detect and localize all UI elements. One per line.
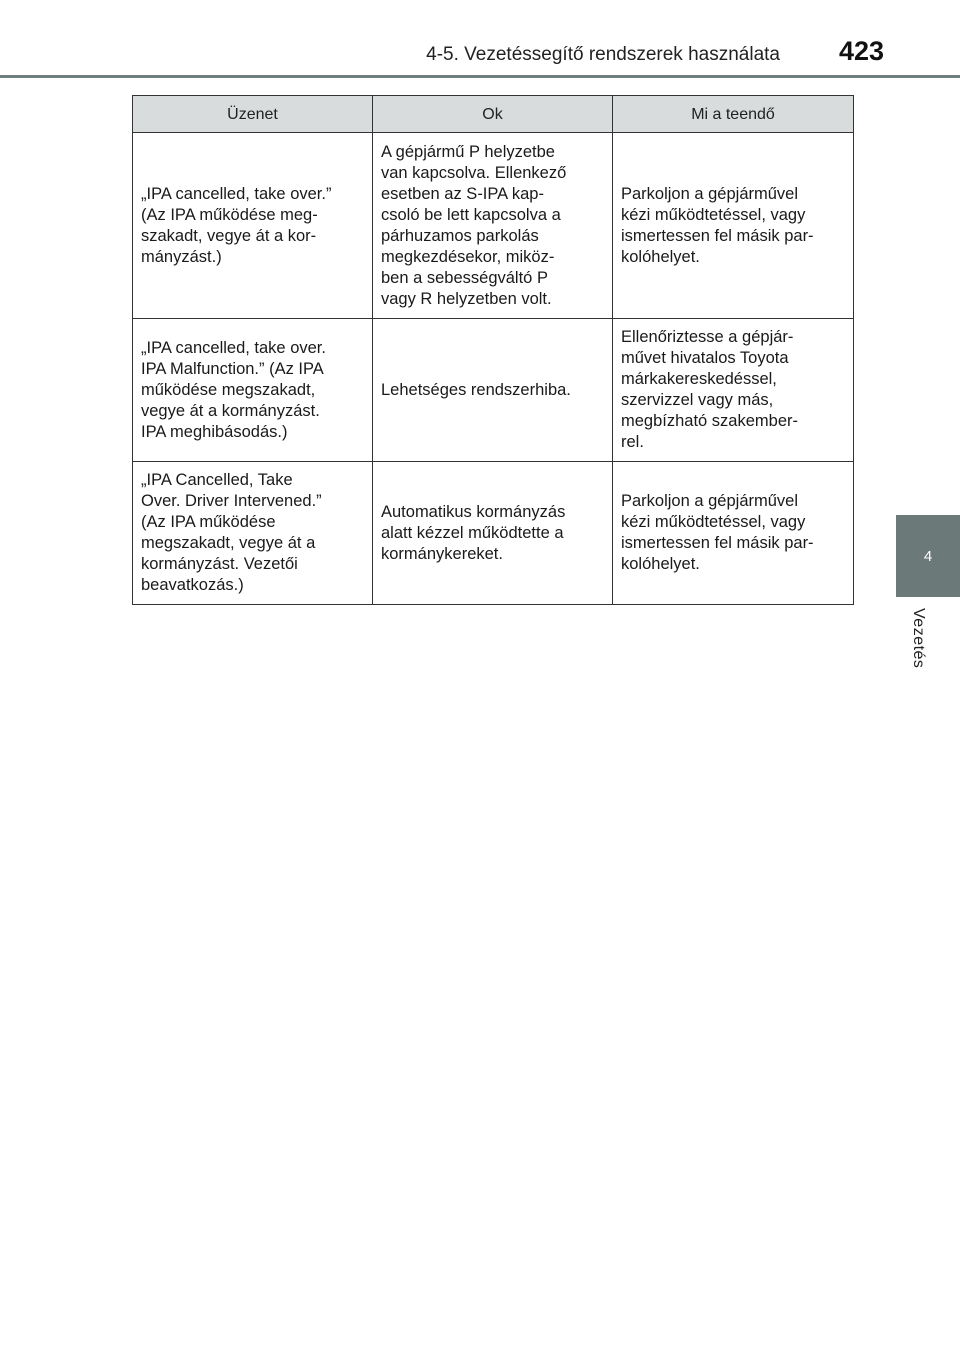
- cause-cell: [373, 133, 613, 319]
- action-text: Parkoljon a gépjárművel kézi működtetéssel, vagy ismertessen fel másik par- kolóhelyet.: [621, 184, 814, 266]
- column-header-message: Üzenet: [133, 96, 373, 133]
- action-cell: [613, 319, 854, 462]
- table-row: [133, 462, 854, 605]
- message-cell: [133, 319, 373, 462]
- cause-text: Automatikus kormányzás alatt kézzel működtette a kormánykereket.: [381, 502, 566, 563]
- chapter-number: 4: [923, 547, 933, 565]
- column-header-cause: Ok: [373, 96, 613, 133]
- column-header-action: Mi a teendő: [613, 96, 854, 133]
- header-divider: [0, 75, 960, 78]
- cause-cell: [373, 319, 613, 462]
- cause-text: A gépjármű P helyzetbe van kapcsolva. Ellenkező esetben az S-IPA kap- csoló be lett kapcsolva a párhuzamos parkolás megkezdésekor, miköz- ben a sebességváltó P vagy R helyzetben volt.: [381, 142, 567, 308]
- message-cell: [133, 133, 373, 319]
- page-number: 423: [838, 36, 884, 66]
- cause-cell: [373, 462, 613, 605]
- action-text: Ellenőriztesse a gépjár- művet hivatalos Toyota márkakereskedéssel, szervizzel vagy más, megbízható szakember- rel.: [621, 328, 798, 451]
- message-cell: [133, 462, 373, 605]
- chapter-tab: [896, 515, 960, 597]
- chapter-label: Vezetés: [910, 608, 927, 669]
- cause-text: Lehetséges rendszerhiba.: [381, 380, 571, 399]
- page-header: [0, 0, 960, 78]
- message-text: „IPA cancelled, take over.” (Az IPA működése meg- szakadt, vegye át a kor- mányzást.): [141, 184, 332, 266]
- table-row: [133, 133, 854, 319]
- message-text: „IPA cancelled, take over. IPA Malfunction.” (Az IPA működése megszakadt, vegye át a kormányzást. IPA meghibásodás.): [141, 338, 326, 441]
- table-header-row: [133, 96, 854, 133]
- action-text: Parkoljon a gépjárművel kézi működtetéssel, vagy ismertessen fel másik par- kolóhelyet.: [621, 492, 814, 573]
- message-table: [132, 95, 854, 605]
- message-text: „IPA Cancelled, Take Over. Driver Intervened.” (Az IPA működése megszakadt, vegye át a kormányzást. Vezetői beavatkozás.): [141, 471, 322, 594]
- table-row: [133, 319, 854, 462]
- action-cell: [613, 462, 854, 605]
- section-title: 4-5. Vezetéssegítő rendszerek használata: [426, 44, 780, 65]
- action-cell: [613, 133, 854, 319]
